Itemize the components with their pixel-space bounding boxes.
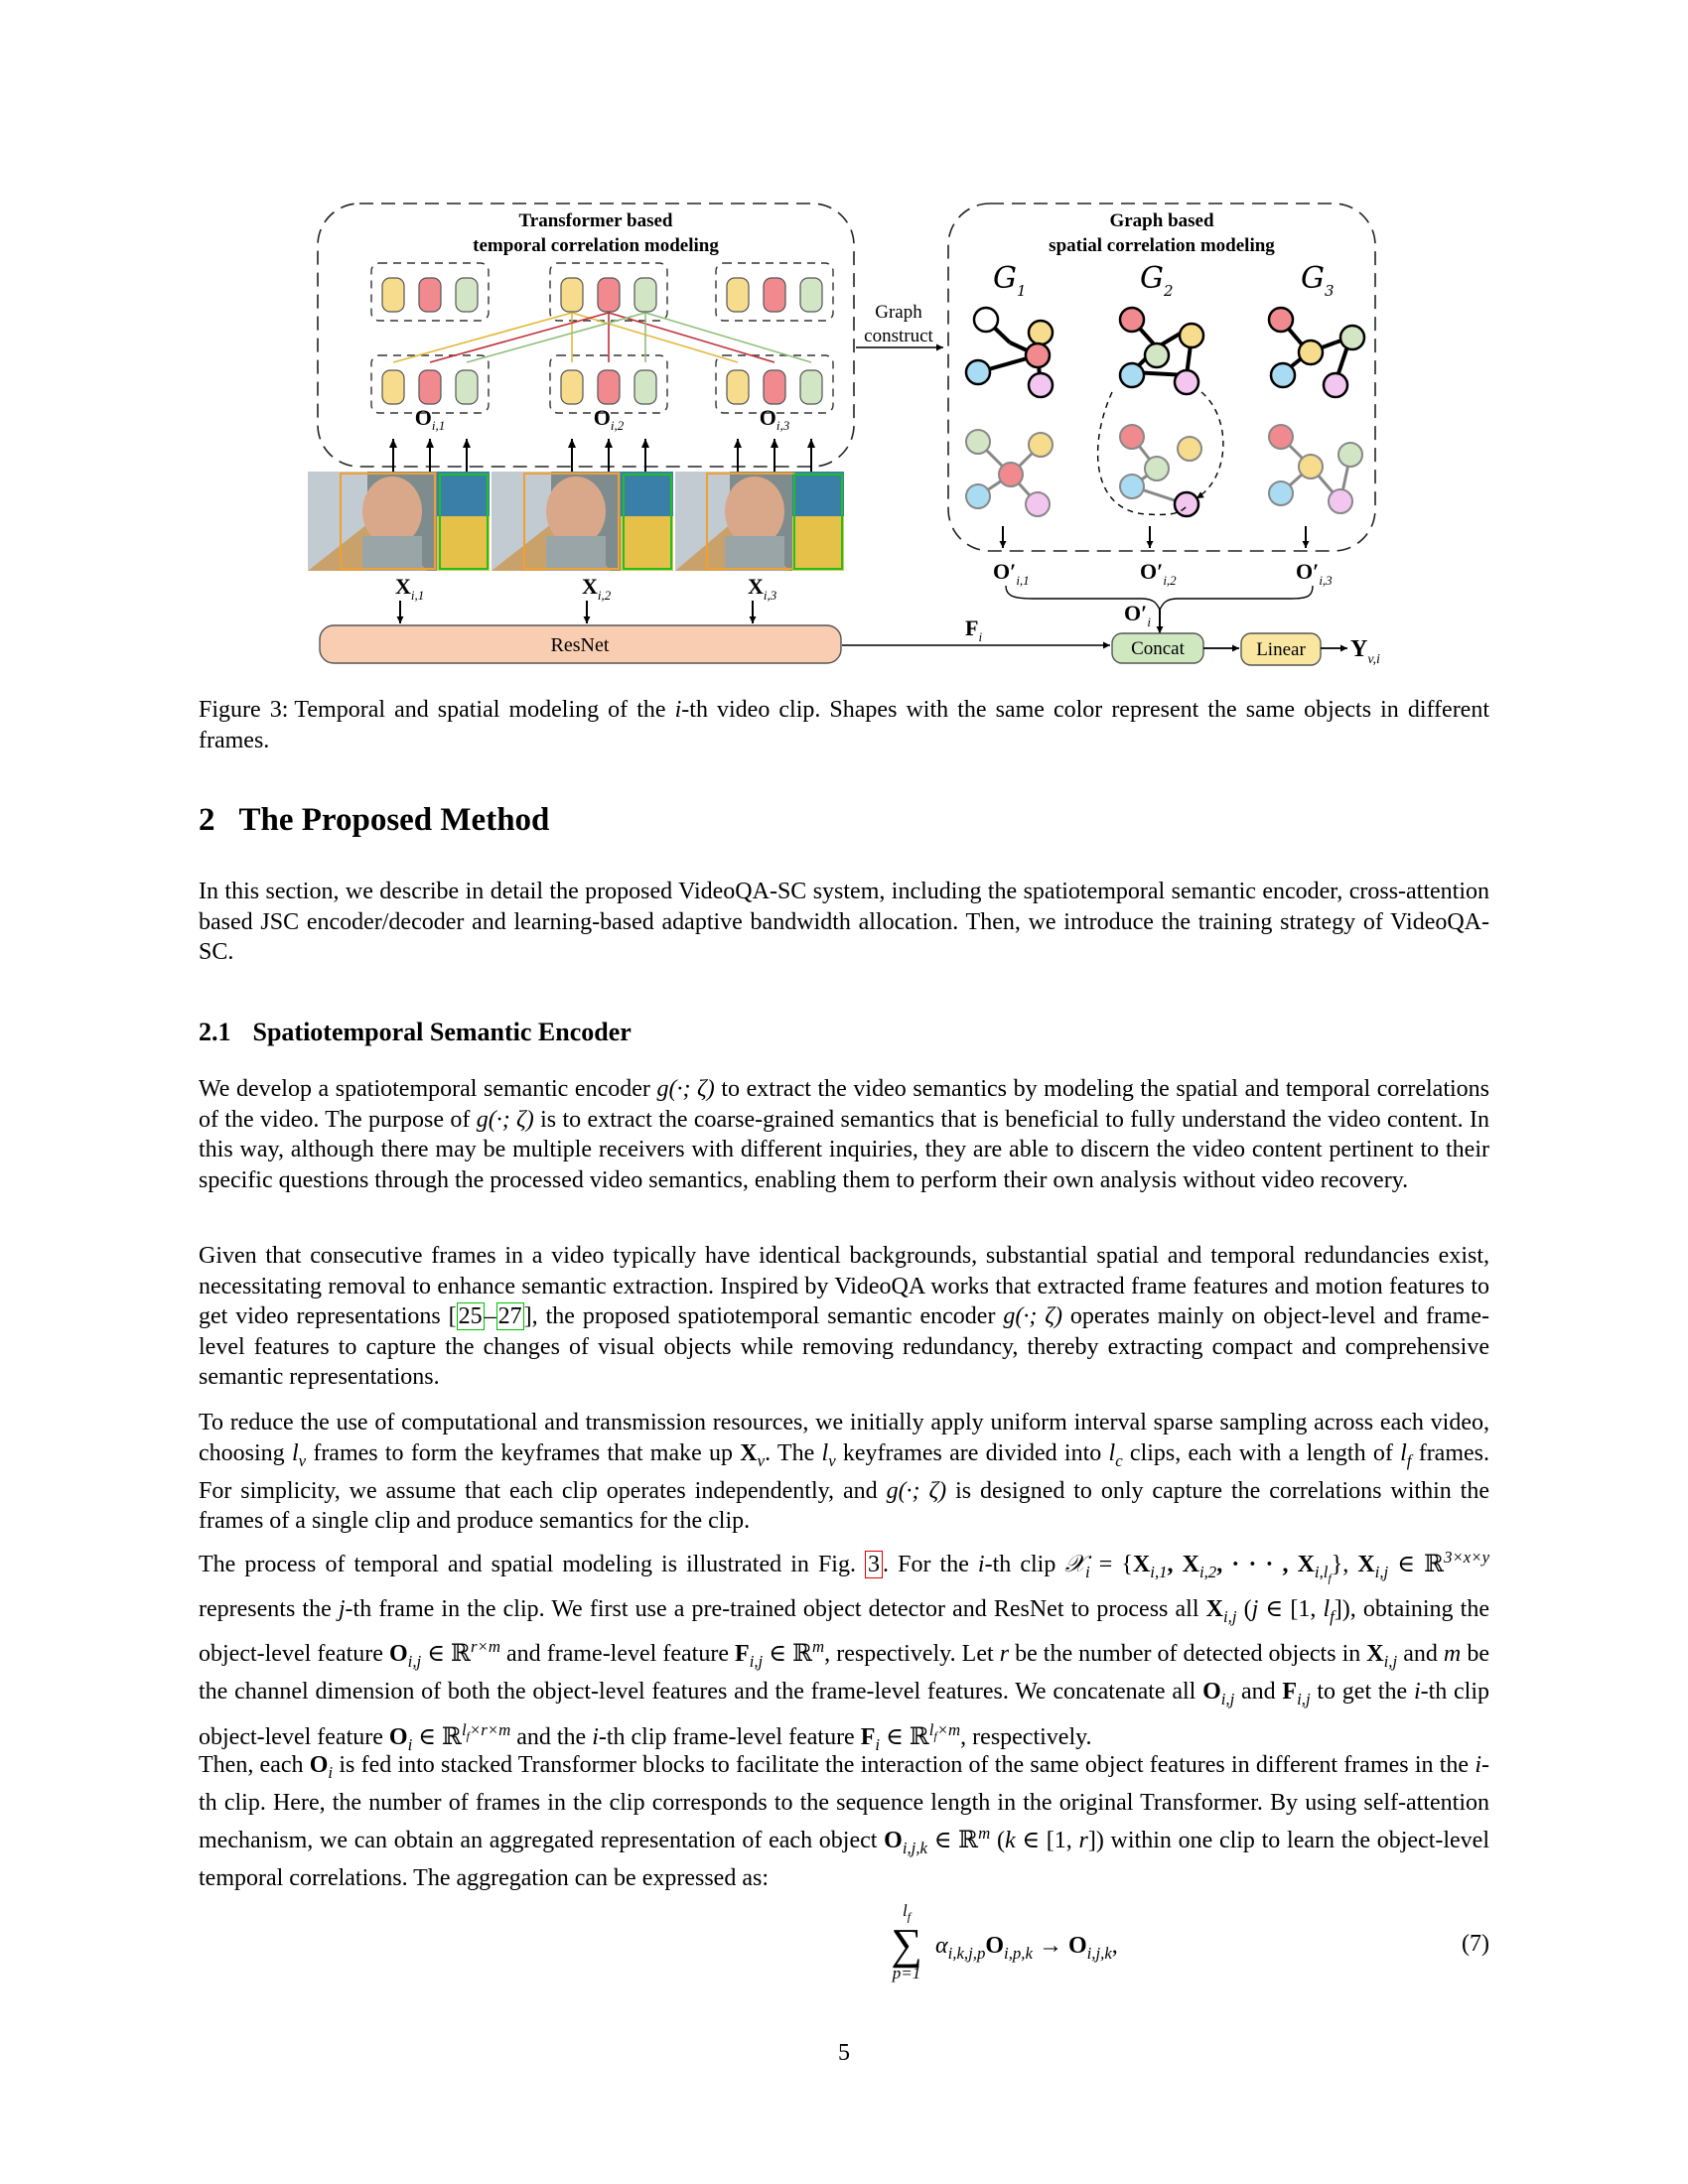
p4-sub-13: i <box>407 1734 413 1754</box>
graph-out-sub-3: i,3 <box>1319 573 1333 588</box>
p4-text-26: be the channel dimension of both the object-level features and the frame-level features. We concatenate all <box>199 1640 1489 1706</box>
graph-1 <box>966 308 1053 548</box>
p4-text-19: and frame-level feature <box>499 1640 736 1667</box>
frame-feature-label: F <box>965 615 979 640</box>
svg-text:G3 <box>1301 261 1335 300</box>
p4-text-16: ]), obtaining the object-level feature <box>199 1595 1490 1667</box>
p5-text-5: ( <box>990 1827 1005 1853</box>
token-pill <box>598 370 620 404</box>
svg-text:Xi,1 <box>395 574 424 603</box>
p3-math-3: l <box>1108 1439 1116 1466</box>
graph-out-sub-2: i,2 <box>1163 573 1177 588</box>
p4-sub-14: i <box>875 1734 881 1754</box>
frame-sub-2: i,2 <box>597 588 612 603</box>
p4-text-10: ∈ ℝ <box>1388 1552 1445 1577</box>
graph-sub-2: 2 <box>1163 282 1174 300</box>
section-number: 2 <box>199 802 215 838</box>
p4-text-3: -th clip <box>984 1552 1065 1577</box>
object-sub-3: i,3 <box>775 418 790 433</box>
p3-math-5: g(·; ζ) <box>886 1477 947 1504</box>
p1-text-3: is to extract the coarse-grained semantics that is beneficial to fully understand the video content. In this way, although there may be multiple receivers with different inquiries, they are able to discern the video content pertinent to their specific questions through the processed video semantics, enabling them to perform their own analysis without video recovery. <box>199 1106 1489 1193</box>
p4-text-4: = { <box>1089 1552 1133 1577</box>
svg-text:Oi,3 <box>760 405 790 433</box>
token-pill <box>634 370 656 404</box>
transformer-panel <box>318 204 854 472</box>
p5-text-7: ]) within one clip to learn the object-level temporal correlations. The aggregation can be expressed as: <box>199 1827 1490 1892</box>
p4-text-21: ∈ ℝ <box>763 1640 813 1667</box>
token-pill <box>764 370 785 404</box>
p2-dash: – <box>484 1303 496 1329</box>
p4-text-31: -th clip object-level feature <box>199 1679 1490 1750</box>
token-rows <box>382 278 822 404</box>
graph-2 <box>1098 308 1223 548</box>
p3-text-5: clips, each with a length of <box>1122 1439 1401 1466</box>
p4-bold-11: O <box>388 1723 408 1750</box>
p4-math-4: j <box>1251 1595 1259 1622</box>
frame-label-2: X <box>582 574 598 599</box>
p3-text-7: is designed to only capture the correlations within the frames of a single clip and produce semantics for the clip. <box>199 1477 1489 1535</box>
sum-lower: p=1 <box>892 1964 921 1983</box>
linear-label: Linear <box>1256 639 1306 660</box>
p4-sub-6: i,j <box>1222 1606 1237 1626</box>
p4-sub-4b: f <box>1328 1571 1332 1585</box>
p4-text-18: ∈ ℝ <box>421 1640 471 1667</box>
p4-bold-10: F <box>1282 1679 1298 1706</box>
object-label-1: O <box>414 405 432 430</box>
svg-text:Xi,3 <box>748 574 777 603</box>
merged-label: O′ <box>1124 601 1148 625</box>
p5-text-3: -th clip. Here, the number of frames in the clip corresponds to the sequence length in the original Transformer. By using self-attention mechanism, we can obtain an aggregated representation of each object <box>199 1752 1489 1853</box>
p2-text-1: Given that consecutive frames in a video typically have identical backgrounds, substantial spatial and temporal redundancies exist, necessitating removal to enhance semantic extraction. Inspired by VideoQA works that extracted frame features and motion features to get video representations [ <box>199 1243 1489 1329</box>
intro-paragraph: In this section, we describe in detail the proposed VideoQA-SC system, including the spatiotemporal semantic encoder, cross-attention based JSC encoder/decoder and learning-based adaptive bandwidth allocation. Then, we introduce the training strategy of VideoQA-SC. <box>199 879 1489 965</box>
sum-symbol: ∑ <box>891 1920 922 1970</box>
p4-text-33: ∈ ℝ <box>412 1723 462 1750</box>
p4-text-37: ∈ ℝ <box>880 1723 929 1750</box>
p4-sub-11: i,j <box>1220 1690 1235 1709</box>
p4-sub-12: i,j <box>1297 1690 1311 1709</box>
p4-math-1: i <box>977 1552 985 1577</box>
p4-text-38: , respectively. <box>960 1723 1092 1750</box>
eq-arrow: → <box>1032 1933 1068 1959</box>
token-pill <box>382 278 404 312</box>
token-pill <box>764 278 785 312</box>
frame-feature-sub: i <box>978 629 983 644</box>
p4-bold-8: X <box>1366 1640 1384 1667</box>
transformer-title-line2: temporal correlation modeling <box>473 235 719 256</box>
graph-construct-line2: construct <box>864 326 933 346</box>
p4-text-11: represents the <box>199 1595 339 1622</box>
p4-sup-2: r×m <box>471 1636 500 1656</box>
paragraph-4 <box>199 1543 1489 1760</box>
p4-text-2: . For the <box>883 1552 978 1577</box>
graph-sub-1: 1 <box>1016 282 1027 300</box>
p4-sub-4: i,l <box>1314 1562 1329 1581</box>
p4-text-23: be the number of detected objects in <box>1009 1640 1367 1667</box>
p2-text-2: ], the proposed spatiotemporal semantic encoder <box>523 1303 1004 1329</box>
video-frame-3 <box>675 472 844 571</box>
token-pill <box>727 278 749 312</box>
svg-text:O′i,3 <box>1296 559 1333 588</box>
p4-text-8: }, <box>1331 1552 1349 1577</box>
output-head <box>842 615 1380 667</box>
graph-out-label-2: O′ <box>1140 559 1164 584</box>
token-pill <box>382 370 404 404</box>
token-pill <box>419 370 441 404</box>
eq-o1-sub: i,p,k <box>1004 1943 1033 1963</box>
sum-operator <box>884 1901 929 1983</box>
token-pill <box>634 278 656 312</box>
svg-text:Oi,2 <box>594 405 625 433</box>
figure-3 <box>0 0 1688 685</box>
p3-bold-1: X <box>740 1439 758 1466</box>
p4-sup-4b: f <box>466 1728 470 1742</box>
sum-upper: l <box>902 1901 908 1920</box>
svg-text:O′i,2 <box>1140 559 1177 588</box>
paragraph-1 <box>199 1074 1489 1195</box>
graph-label-3: G <box>1301 261 1325 296</box>
p4-bold-9: O <box>1202 1679 1221 1706</box>
p3-math-1: l <box>291 1439 299 1466</box>
p4-sub-2: i,1 <box>1150 1562 1168 1581</box>
p4-text-12: -th frame in the clip. We first use a pre-trained object detector and ResNet to process all <box>345 1595 1206 1622</box>
eq-o1: O <box>985 1933 1005 1959</box>
token-pill <box>598 278 620 312</box>
svg-text:O′i <box>1124 601 1151 629</box>
p4-text-28: and <box>1234 1679 1283 1706</box>
equation-7 <box>199 1901 1489 1990</box>
p4-math-5: l <box>1323 1595 1331 1622</box>
p4-text-35: -th clip frame-level feature <box>598 1723 861 1750</box>
eq-tail: , <box>1111 1933 1118 1959</box>
section-heading <box>199 802 549 839</box>
eq-o2: O <box>1067 1933 1087 1959</box>
video-frame-1 <box>308 472 490 571</box>
p5-math-2: k <box>1004 1827 1016 1853</box>
token-pill <box>800 278 822 312</box>
resnet-label: ResNet <box>550 634 610 656</box>
frame-sub-3: i,3 <box>763 588 777 603</box>
citation-27[interactable]: 27 <box>497 1303 522 1329</box>
token-pill <box>456 370 478 404</box>
p1-text-2: to extract the video semantics by modeling the spatial and temporal correlations of the video. The purpose of <box>199 1076 1489 1133</box>
p3-text-1: To reduce the use of computational and transmission resources, we initially apply uniform interval sparse sampling across each video, choosing <box>199 1410 1489 1466</box>
paragraph-5 <box>199 1750 1489 1894</box>
frame-label-3: X <box>748 574 764 599</box>
merged-sub: i <box>1147 614 1151 629</box>
paragraph-3 <box>199 1408 1489 1537</box>
svg-text:G2 <box>1140 261 1174 300</box>
p5-bold-2: O <box>884 1827 903 1853</box>
p3-sub-2: v <box>757 1450 766 1470</box>
svg-text:Yv,i <box>1350 636 1380 667</box>
p4-math-6: r <box>999 1640 1010 1667</box>
svg-text:G1 <box>993 261 1027 300</box>
p5-sub-1: i <box>328 1762 334 1782</box>
p4-sup-3: m <box>812 1636 825 1656</box>
transformer-title-line1: Transformer based <box>518 210 673 231</box>
p3-text-6: frames. For simplicity, we assume that each clip operates independently, and <box>199 1439 1489 1504</box>
figure-3-link[interactable]: 3 <box>865 1551 883 1578</box>
p5-bold-1: O <box>309 1752 329 1778</box>
p4-text-30: to get the <box>1310 1679 1414 1706</box>
p3-sub-4: c <box>1115 1450 1123 1470</box>
p3-text-4: keyframes are divided into <box>835 1439 1109 1466</box>
p3-math-4: l <box>1400 1439 1407 1466</box>
graph-out-label-1: O′ <box>993 559 1017 584</box>
video-frames <box>308 472 844 571</box>
p4-bold-3: , · · · , X <box>1216 1552 1315 1577</box>
citation-25[interactable]: 25 <box>458 1303 483 1329</box>
graph-title-line2: spatial correlation modeling <box>1049 235 1275 256</box>
p4-bold-5: X <box>1205 1595 1223 1622</box>
p3-sub-5: f <box>1406 1450 1412 1470</box>
p4-sub-1: i <box>1085 1562 1090 1581</box>
p4-text-25: and <box>1397 1640 1444 1667</box>
attention-line <box>430 313 609 362</box>
frame-sub-1: i,1 <box>410 588 425 603</box>
p3-math-2: l <box>821 1439 829 1466</box>
equation-main <box>935 1933 1118 1964</box>
caption-label: Figure 3: <box>199 697 289 723</box>
object-label-3: O <box>759 405 776 430</box>
subsection-number: 2.1 <box>199 1018 231 1046</box>
subsection-title: Spatiotemporal Semantic Encoder <box>252 1018 632 1046</box>
video-frame-2 <box>492 472 673 571</box>
token-pill <box>561 278 583 312</box>
figure-caption <box>199 695 1489 756</box>
section-title: The Proposed Method <box>238 802 550 838</box>
p4-math-8: i <box>1413 1679 1421 1706</box>
graph-3 <box>1269 308 1364 548</box>
paragraph-2 <box>199 1241 1489 1393</box>
p4-sup-4: l <box>461 1719 467 1739</box>
graph-label-2: G <box>1140 261 1164 296</box>
p4-bold-2: , X <box>1167 1552 1199 1577</box>
page-number: 5 <box>838 2040 850 2066</box>
p5-math-3: r <box>1078 1827 1088 1853</box>
p4-bold-7: F <box>735 1640 750 1667</box>
object-label-2: O <box>593 405 611 430</box>
token-pill <box>419 278 441 312</box>
p4-bold-4: X <box>1357 1552 1375 1577</box>
p4-math-3: j <box>338 1595 346 1622</box>
token-pill <box>561 370 583 404</box>
p4-sup-1: 3×x×y <box>1444 1548 1490 1567</box>
token-pill <box>800 370 822 404</box>
graph-out-label-3: O′ <box>1296 559 1320 584</box>
p1-math-1: g(·; ζ) <box>656 1076 715 1102</box>
svg-text:Oi,1 <box>415 405 446 433</box>
p4-sup-5b: f <box>933 1728 937 1742</box>
p3-sub-3: v <box>828 1450 836 1470</box>
p2-text-3: operates mainly on object-level and frame-level features to capture the changes of visual objects while removing redundancy, thereby extracting compact and comprehensive semantic representations. <box>199 1303 1489 1390</box>
p3-text-3: . The <box>765 1439 822 1466</box>
p4-text-34: and the <box>510 1723 593 1750</box>
p4-sub-10: i,j <box>1383 1651 1398 1671</box>
token-pill <box>456 278 478 312</box>
p4-text-15: ∈ [1, <box>1258 1595 1324 1622</box>
caption-text-after: -th video clip. Shapes with the same color represent the same objects in different frames. <box>199 697 1490 753</box>
p4-math-9: i <box>592 1723 599 1750</box>
p4-sup-4c: ×r×m <box>469 1719 511 1739</box>
p4-math-7: m <box>1443 1640 1462 1667</box>
graph-panel <box>948 204 1375 551</box>
svg-text:O′i,1 <box>993 559 1030 588</box>
graph-out-sub-1: i,1 <box>1016 573 1030 588</box>
concat-label: Concat <box>1131 638 1185 659</box>
p5-sub-2: i,j,k <box>902 1838 927 1857</box>
frame-label-1: X <box>395 574 411 599</box>
p1-math-2: g(·; ζ) <box>476 1106 534 1133</box>
p4-sub-7: f <box>1330 1606 1335 1626</box>
p4-sub-8: i,j <box>407 1651 422 1671</box>
eq-alpha-sub: i,k,j,p <box>947 1943 986 1963</box>
object-sub-1: i,1 <box>431 418 446 433</box>
p4-sub-5: i,j <box>1374 1562 1389 1581</box>
frame-labels <box>395 574 777 623</box>
object-sub-2: i,2 <box>610 418 625 433</box>
subsection-heading <box>199 1018 632 1047</box>
p4-sub-9: i,j <box>749 1651 764 1671</box>
graph-construct-line1: Graph <box>875 302 922 323</box>
svg-text:Xi,2 <box>582 574 612 603</box>
graph-title-line1: Graph based <box>1109 210 1214 231</box>
p5-text-2: is fed into stacked Transformer blocks to facilitate the interaction of the same object features in different frames in the <box>333 1752 1476 1778</box>
svg-text:Fi <box>965 615 982 644</box>
p4-bold-1: X <box>1132 1552 1151 1577</box>
p4-math-2: 𝒳 <box>1064 1552 1086 1577</box>
p1-text-1: We develop a spatiotemporal semantic encoder <box>199 1076 657 1102</box>
p4-text-22: , respectively. Let <box>824 1640 1000 1667</box>
graph-label-1: G <box>993 261 1017 296</box>
p4-sup-5: l <box>928 1719 934 1739</box>
output-label: Y <box>1350 636 1368 662</box>
p5-text-4: ∈ ℝ <box>926 1827 979 1853</box>
graph-construct <box>856 302 943 347</box>
p4-text-14: ( <box>1236 1595 1252 1622</box>
output-sub: v,i <box>1367 652 1380 667</box>
p4-sup-5c: ×m <box>936 1719 961 1739</box>
p3-sub-1: v <box>298 1450 307 1470</box>
sum-upper-sub: f <box>907 1909 912 1924</box>
p4-sub-3: i,2 <box>1198 1562 1217 1581</box>
p5-sup-1: m <box>978 1823 991 1843</box>
p4-bold-12: F <box>860 1723 876 1750</box>
graph-outputs <box>993 559 1333 633</box>
caption-text-before: Temporal and spatial modeling of the <box>294 697 666 723</box>
graph-sub-3: 3 <box>1324 282 1335 300</box>
eq-o2-sub: i,j,k <box>1086 1943 1112 1963</box>
p4-text-1: The process of temporal and spatial modeling is illustrated in Fig. <box>199 1552 866 1577</box>
token-pill <box>727 370 749 404</box>
p3-text-2: frames to form the keyframes that make up <box>306 1439 741 1466</box>
resnet-block <box>320 625 841 663</box>
eq-alpha: α <box>935 1933 948 1959</box>
p2-math-1: g(·; ζ) <box>1003 1303 1062 1329</box>
p5-text-1: Then, each <box>199 1752 310 1778</box>
p5-math-1: i <box>1475 1752 1481 1778</box>
p4-bold-6: O <box>388 1640 408 1667</box>
p5-text-6: ∈ [1, <box>1015 1827 1079 1853</box>
equation-number: (7) <box>1462 1931 1489 1957</box>
caption-var: i <box>674 697 682 723</box>
